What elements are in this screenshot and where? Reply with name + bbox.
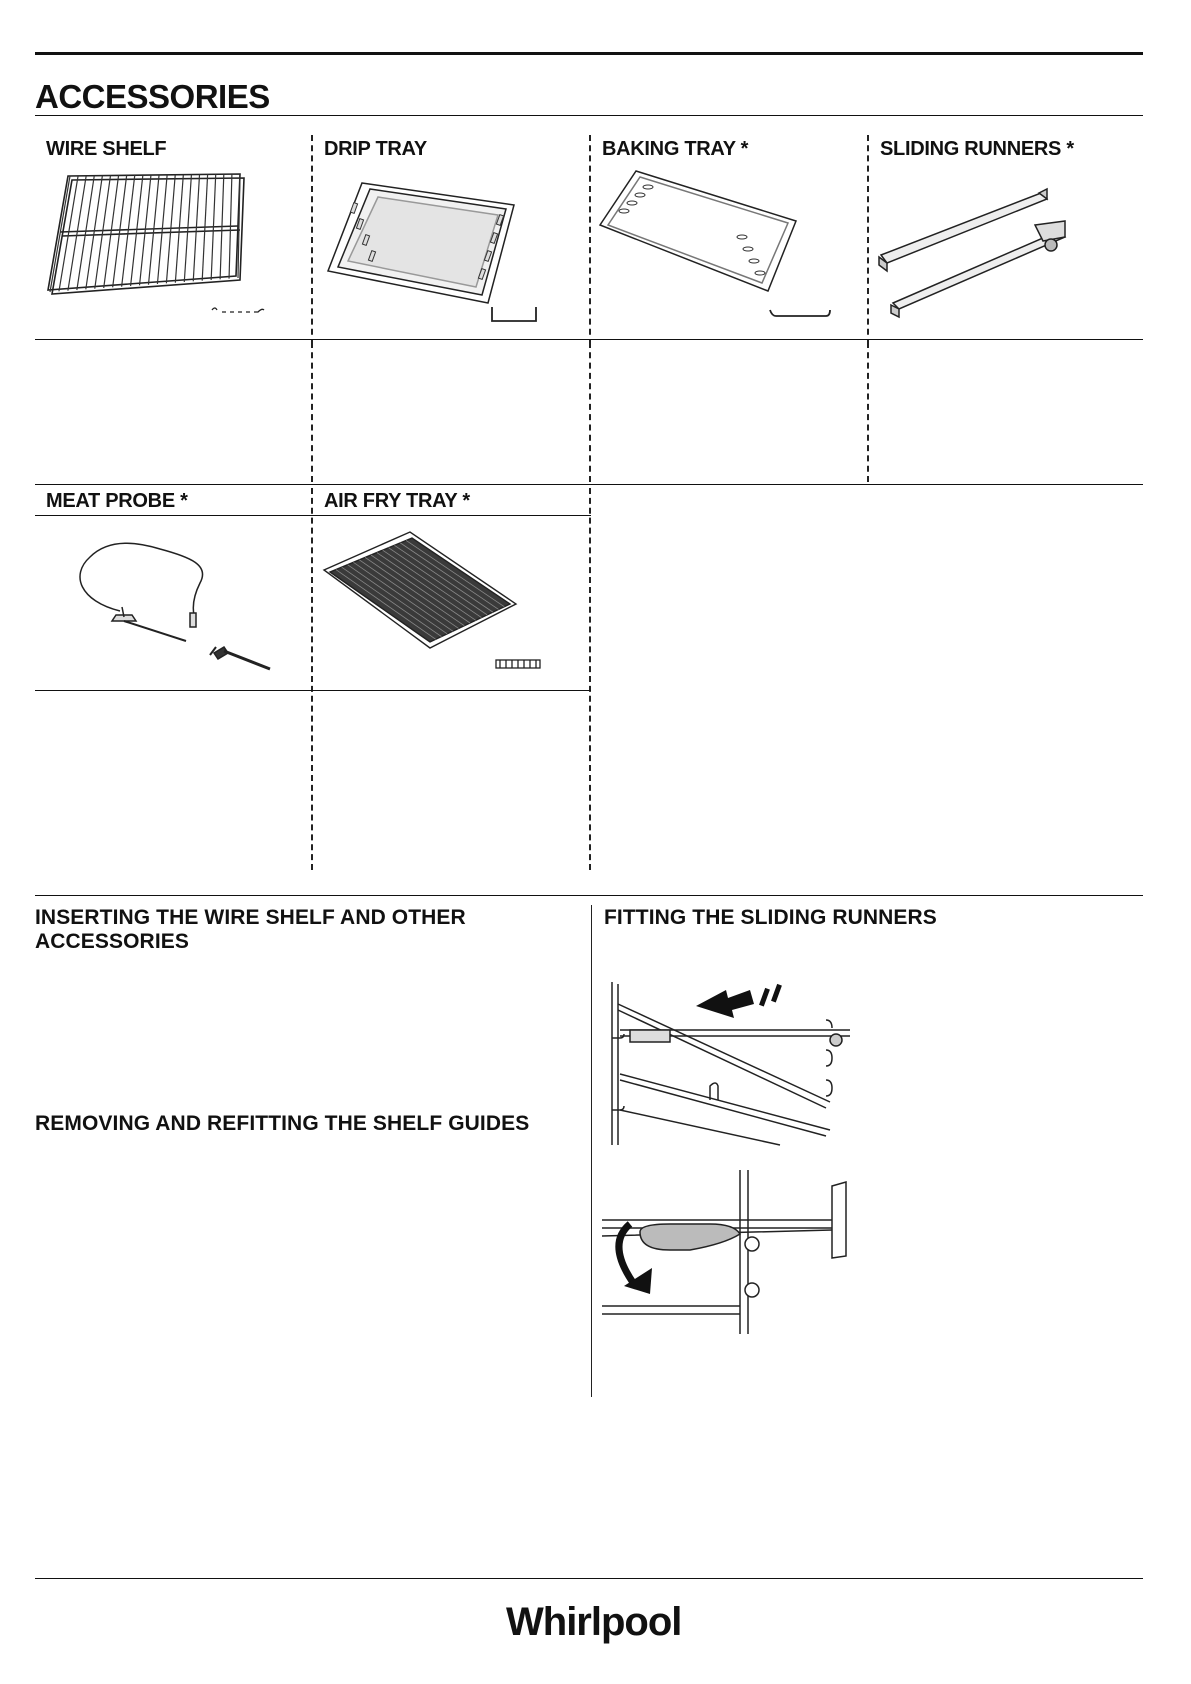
section-divider — [591, 905, 592, 1397]
row-rule — [35, 515, 591, 516]
drip-tray-icon — [322, 175, 582, 325]
wire-shelf-icon — [40, 170, 300, 320]
grid-divider — [311, 135, 313, 345]
fitting-section-title: FITTING THE SLIDING RUNNERS — [604, 906, 937, 929]
grid-divider — [867, 342, 869, 482]
baking-tray-title: BAKING TRAY * — [602, 138, 749, 160]
footer-rule — [35, 1578, 1143, 1579]
brand-logo: Whirlpool — [506, 1600, 682, 1644]
top-rule — [35, 52, 1143, 55]
grid-divider — [867, 135, 869, 345]
grid-divider — [589, 135, 591, 345]
meat-probe-icon — [60, 535, 300, 685]
runner-clip-illustration — [600, 1170, 860, 1350]
row-rule — [35, 690, 591, 691]
grid-divider — [311, 342, 313, 482]
grid-divider — [311, 488, 313, 870]
sliding-runner-fit-illustration — [600, 970, 860, 1145]
sliding-runners-icon — [875, 185, 1075, 315]
air-fry-tray-title: AIR FRY TRAY * — [324, 490, 470, 512]
inserting-section-title: INSERTING THE WIRE SHELF AND OTHER ACCESSORIES — [35, 906, 466, 953]
page-title: ACCESSORIES — [35, 78, 270, 115]
title-rule — [35, 115, 1143, 116]
removing-section-title: REMOVING AND REFITTING THE SHELF GUIDES — [35, 1112, 530, 1135]
row-rule — [35, 339, 1143, 340]
meat-probe-title: MEAT PROBE * — [46, 490, 188, 512]
sliding-runners-title: SLIDING RUNNERS * — [880, 138, 1074, 160]
air-fry-tray-icon — [320, 528, 580, 678]
row-rule — [35, 484, 1143, 485]
baking-tray-icon — [600, 165, 860, 325]
drip-tray-title: DRIP TRAY — [324, 138, 427, 160]
grid-divider — [589, 342, 591, 482]
grid-divider — [589, 488, 591, 870]
wire-shelf-title: WIRE SHELF — [46, 138, 167, 160]
section-rule — [35, 895, 1143, 896]
